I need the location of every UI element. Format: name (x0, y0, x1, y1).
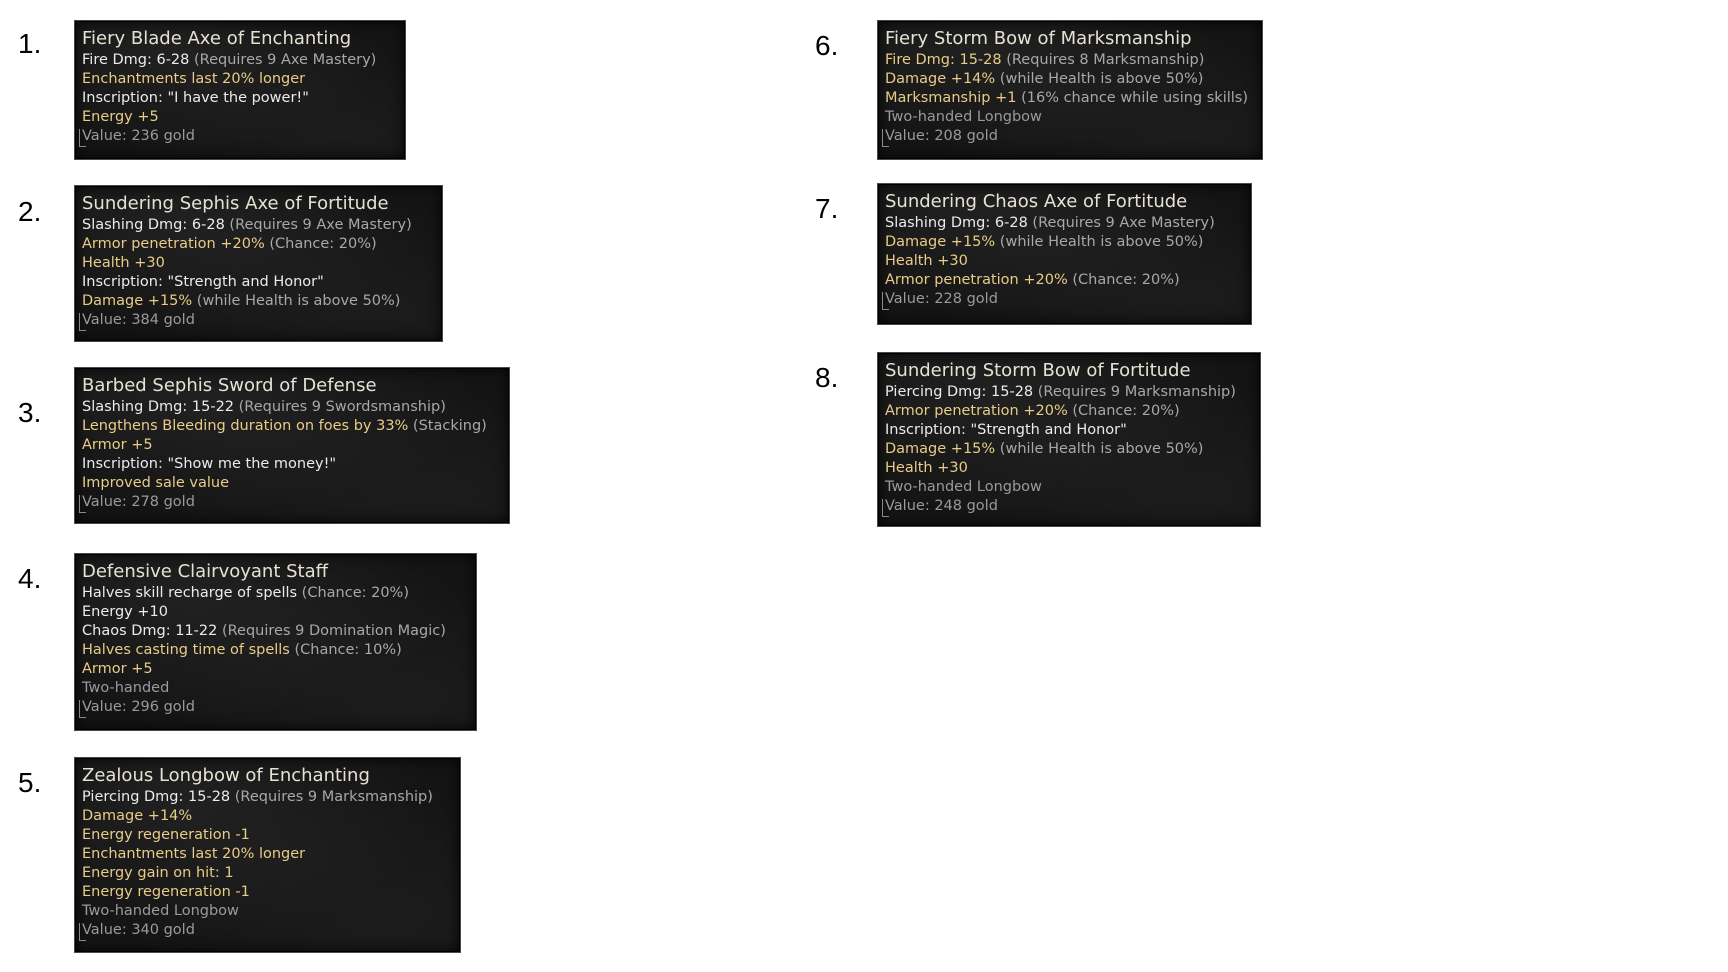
item-tooltip (74, 367, 510, 524)
item-stat-line: Energy +5 (82, 109, 159, 125)
item-stat-line: Health +30 (885, 253, 968, 269)
item-stat-line: Fire Dmg: 15-28 (Requires 8 Marksmanship) (885, 52, 1205, 68)
item-stat-line: Two-handed Longbow (885, 109, 1042, 125)
item-stat-line: Energy +10 (82, 604, 168, 620)
item-stat-line: Armor penetration +20% (Chance: 20%) (885, 272, 1180, 288)
item-stat-line: Halves casting time of spells (Chance: 10%) (82, 642, 402, 658)
item-stat-line: Inscription: "I have the power!" (82, 90, 309, 106)
item-stat-line: Armor +5 (82, 661, 153, 677)
item-title: Sundering Chaos Axe of Fortitude (885, 191, 1188, 212)
item-tooltip (74, 185, 443, 342)
item-number: 5. (18, 767, 42, 798)
item-number: 2. (18, 196, 42, 227)
item-stat-line: Energy gain on hit: 1 (82, 865, 234, 881)
item-stat-line: Damage +14% (while Health is above 50%) (885, 71, 1204, 87)
item-number: 6. (815, 30, 839, 61)
item-stat-line: Energy regeneration -1 (82, 884, 250, 900)
item-number: 3. (18, 397, 42, 428)
item-tooltip (877, 352, 1261, 527)
item-stat-line: Armor penetration +20% (Chance: 20%) (885, 403, 1180, 419)
item-stat-line: Damage +15% (while Health is above 50%) (82, 293, 401, 309)
item-title: Fiery Blade Axe of Enchanting (82, 28, 352, 49)
item-tooltip (74, 553, 477, 731)
item-stat-line: Enchantments last 20% longer (82, 71, 306, 87)
item-title: Sundering Storm Bow of Fortitude (885, 360, 1191, 381)
item-number: 1. (18, 28, 42, 59)
item-stat-line: Damage +14% (82, 808, 193, 824)
item-stat-line: Inscription: "Strength and Honor" (82, 274, 324, 290)
item-number: 8. (815, 362, 839, 393)
item-stat-line: Slashing Dmg: 6-28 (Requires 9 Axe Mastery) (82, 217, 412, 233)
item-stat-line: Health +30 (885, 460, 968, 476)
item-tooltip (877, 183, 1252, 325)
item-stat-line: Inscription: "Show me the money!" (82, 456, 337, 472)
item-number: 4. (18, 563, 42, 594)
item-value: Value: 208 gold (885, 127, 1256, 146)
item-tooltip (74, 757, 461, 953)
item-stat-line: Marksmanship +1 (16% chance while using skills) (885, 90, 1248, 106)
item-value: Value: 340 gold (82, 921, 454, 940)
item-value: Value: 248 gold (885, 497, 1254, 516)
item-stat-line: Slashing Dmg: 15-22 (Requires 9 Swordsmanship) (82, 399, 446, 415)
item-stat-line: Piercing Dmg: 15-28 (Requires 9 Marksmanship) (885, 384, 1236, 400)
item-title: Fiery Storm Bow of Marksmanship (885, 28, 1192, 49)
item-title: Sundering Sephis Axe of Fortitude (82, 193, 389, 214)
item-stat-line: Slashing Dmg: 6-28 (Requires 9 Axe Mastery) (885, 215, 1215, 231)
item-stat-line: Improved sale value (82, 475, 230, 491)
item-value: Value: 296 gold (82, 698, 470, 717)
item-stat-line: Damage +15% (while Health is above 50%) (885, 441, 1204, 457)
item-title: Barbed Sephis Sword of Defense (82, 375, 377, 396)
item-stat-line: Lengthens Bleeding duration on foes by 33% (Stacking) (82, 418, 487, 434)
item-value: Value: 236 gold (82, 127, 399, 146)
item-stat-line: Two-handed (82, 680, 170, 696)
item-tooltip (74, 20, 406, 160)
item-title: Defensive Clairvoyant Staff (82, 561, 329, 582)
item-stat-line: Piercing Dmg: 15-28 (Requires 9 Marksmanship) (82, 789, 433, 805)
item-title: Zealous Longbow of Enchanting (82, 765, 370, 786)
item-stat-line: Energy regeneration -1 (82, 827, 250, 843)
item-stat-line: Halves skill recharge of spells (Chance: 20%) (82, 585, 409, 601)
item-stat-line: Armor penetration +20% (Chance: 20%) (82, 236, 377, 252)
item-tooltip (877, 20, 1263, 160)
item-number: 7. (815, 193, 839, 224)
item-stat-line: Health +30 (82, 255, 165, 271)
item-value: Value: 228 gold (885, 290, 1245, 309)
item-stat-line: Chaos Dmg: 11-22 (Requires 9 Domination Magic) (82, 623, 446, 639)
item-stat-line: Two-handed Longbow (82, 903, 239, 919)
item-stat-line: Inscription: "Strength and Honor" (885, 422, 1127, 438)
item-stat-line: Damage +15% (while Health is above 50%) (885, 234, 1204, 250)
item-stat-line: Two-handed Longbow (885, 479, 1042, 495)
item-stat-line: Fire Dmg: 6-28 (Requires 9 Axe Mastery) (82, 52, 377, 68)
item-value: Value: 278 gold (82, 493, 503, 512)
item-stat-line: Armor +5 (82, 437, 153, 453)
item-stat-line: Enchantments last 20% longer (82, 846, 306, 862)
item-value: Value: 384 gold (82, 311, 436, 330)
